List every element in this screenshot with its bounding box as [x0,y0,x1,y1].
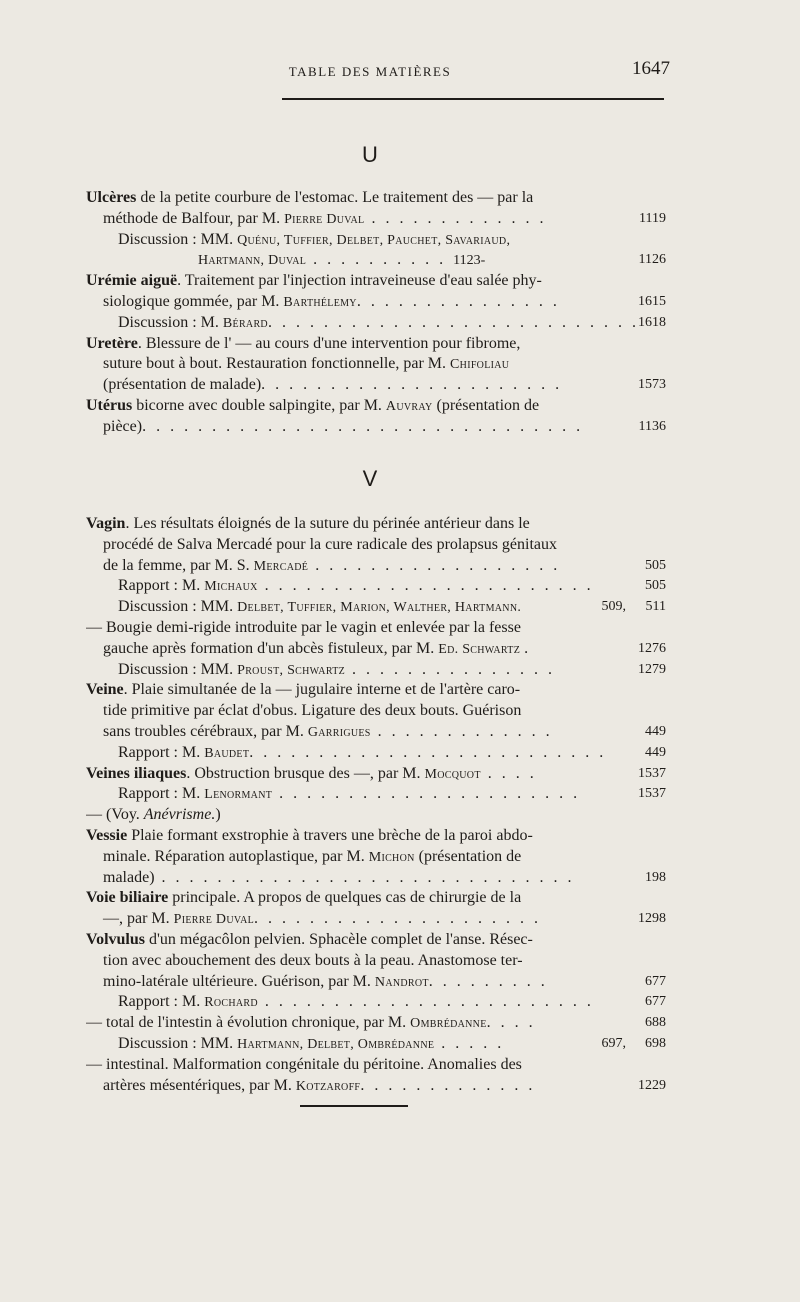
entry-line: Discussion : M. Bérard. . . . . . . . . . . . . . . . . . . . . . . . . . . 1618 [86,313,666,334]
entry-line: — Bougie demi-rigide introduite par le vagin et enlevée par la fesse [86,618,521,636]
page-ref: 688 [645,1015,666,1031]
entry-line: Volvulus d'un mégacôlon pelvien. Sphacèle complet de l'anse. Résec- [86,930,533,948]
header-rule [282,98,664,100]
page-ref: 505 [645,578,666,594]
entry-line: Discussion : MM. Proust, Schwartz . . . . . . . . . . . . . . . 1279 [86,660,666,681]
page-ref: 1573 [638,377,666,393]
entry-line: Rapport : M. Lenormant . . . . . . . . . . . . . . . . . . . . . . 1537 [86,784,666,805]
entry-line: pièce). . . . . . . . . . . . . . . . . . . . . . . . . . . . . . . . 1136 [86,417,666,438]
entry-line: Rapport : M. Rochard . . . . . . . . . . . . . . . . . . . . . . . . 677 [86,992,666,1013]
entry-line: — intestinal. Malformation congénitale du péritoine. Anomalies des [86,1055,522,1073]
entry-line: —, par M. Pierre Duval. . . . . . . . . . . . . . . . . . . . . 1298 [86,909,666,930]
page-ref: 698 [645,1035,666,1051]
page-ref: 1615 [638,293,666,309]
page-ref: 505 [645,557,666,573]
section-v-entries [86,514,666,1096]
entry-line: Urémie aiguë. Traitement par l'injection intraveineuse d'eau salée phy- [86,272,542,290]
entry-line: procédé de Salva Mercadé pour la cure radicale des prolapsus génitaux [103,535,558,553]
section-letter-v: V [362,466,378,491]
page-ref: 449 [645,723,666,739]
page-ref: 1618 [638,314,666,330]
entry-line: Vessie Plaie formant exstrophie à travers une brèche de la paroi abdo- [86,826,533,844]
entry-line: Veines iliaques. Obstruction brusque des —, par M. Mocquot . . . . 1537 [86,764,666,785]
page-ref: 198 [645,869,666,885]
entry-line: Discussion : MM. Hartmann, Delbet, Ombrédanne . . . . . 697, 698 [86,1034,666,1055]
entry-line: minale. Réparation autoplastique, par M. Michon (présentation de [103,847,522,865]
page-ref: 1276 [638,640,666,656]
page-ref: 1229 [638,1077,666,1093]
page-ref: 1119 [639,210,666,226]
entry-line: Vagin. Les résultats éloignés de la suture du périnée antérieur dans le [86,515,530,532]
entry-line: Voie biliaire principale. A propos de quelques cas de chirurgie de la [86,889,522,907]
entry-line: de la femme, par M. S. Mercadé . . . . . . . . . . . . . . . . . . 505 [86,556,666,577]
page-ref: 677 [645,994,666,1010]
entry-line: (présentation de malade). . . . . . . . . . . . . . . . . . . . . . 1573 [86,375,666,396]
entry-line: artères mésentériques, par M. Kotzaroff. . . . . . . . . . . . . 1229 [86,1076,666,1097]
entry-line: Rapport : M. Michaux . . . . . . . . . . . . . . . . . . . . . . . . 505 [86,576,666,597]
entry-line: mino-latérale ultérieure. Guérison, par M. Nandrot. . . . . . . . . 677 [86,972,666,993]
entry-line: — (Voy. Anévrisme.) [86,806,221,824]
running-header-title: TABLE DES MATIÈRES [288,64,452,79]
end-rule [300,1105,408,1107]
entry-line: gauche après formation d'un abcès fistuleux, par M. Ed. Schwartz . 1276 [86,639,666,660]
entry-line: Discussion : MM. Delbet, Tuffier, Marion, Walther, Hartmann. 509, 511 [86,597,666,618]
entry-line: tion avec abouchement des deux bouts à la peau. Anastomose ter- [103,951,523,969]
entry-line: malade) . . . . . . . . . . . . . . . . . . . . . . . . . . . . . . 198 [86,868,666,889]
entry-line: tide primitive par éclat d'obus. Ligature des deux bouts. Guérison [103,702,522,720]
page-ref: 449 [645,744,666,760]
page-ref: 1126 [638,252,666,268]
section-letter-u: U [362,142,378,167]
page-ref: 1279 [638,661,666,677]
page-ref: 1537 [638,786,666,802]
entry-line: Veine. Plaie simultanée de la — jugulaire interne et de l'artère caro- [86,681,521,699]
page-ref: 677 [645,973,666,989]
page-number: 1647 [632,58,670,79]
page-ref: 1537 [638,765,666,781]
entry-line: Ulcères de la petite courbure de l'estomac. Le traitement des — par la [86,189,534,206]
page-ref: 511 [645,599,666,615]
entry-line: Hartmann, Duval . . . . . . . . . . 1123- 1126 [86,250,666,271]
page-ref: 1136 [638,418,666,434]
entry-line: Uretère. Blessure de l' — au cours d'une intervention pour fibrome, [86,334,521,352]
entry-line: Discussion : MM. Quénu, Tuffier, Delbet, Pauchet, Savariaud, [118,230,511,248]
entry-line: — total de l'intestin à évolution chronique, par M. Ombrédanne. . . . 688 [86,1013,666,1034]
entry-line: méthode de Balfour, par M. Pierre Duval . . . . . . . . . . . . . 1119 [86,209,666,230]
entry-line: Rapport : M. Baudet. . . . . . . . . . . . . . . . . . . . . . . . . . 449 [86,743,666,764]
entry-line: Utérus bicorne avec double salpingite, par M. Auvray (présentation de [86,396,540,414]
entry-line: sans troubles cérébraux, par M. Garrigues . . . . . . . . . . . . . 449 [86,722,666,743]
entry-line: suture bout à bout. Restauration fonctionnelle, par M. Chifoliau [103,355,510,373]
page-ref: 1298 [638,911,666,927]
section-u-entries [86,188,666,438]
entry-line: siologique gommée, par M. Barthélemy. . . . . . . . . . . . . . . 1615 [86,292,666,313]
